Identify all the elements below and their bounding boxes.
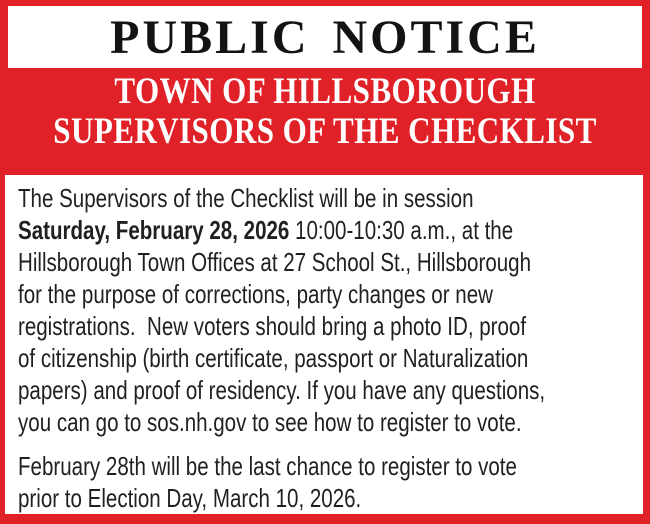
notice-body-panel — [5, 175, 643, 514]
body-paragraph-1 — [18, 182, 642, 438]
body-line: Hillsborough Town Offices at 27 School St., Hillsborough — [18, 247, 532, 277]
body-line: for the purpose of corrections, party changes or new — [18, 279, 493, 309]
notice-body-text — [18, 182, 642, 514]
body-line: registrations. New voters should bring a photo ID, proof — [18, 311, 527, 341]
notice-title — [52, 72, 598, 152]
body-line — [18, 214, 642, 246]
body-line: papers) and proof of residency. If you have any questions, — [18, 375, 546, 405]
body-line: The Supervisors of the Checklist will be in session — [18, 183, 474, 213]
notice-title-line2: SUPERVISORS OF THE CHECKLIST — [53, 111, 597, 152]
body-paragraph-2 — [18, 450, 642, 514]
body-line: prior to Election Day, March 10, 2026. — [18, 483, 362, 513]
public-notice-banner — [8, 6, 642, 68]
body-line: of citizenship (birth certificate, passport or Naturalization — [18, 343, 529, 373]
body-line: February 28th will be the last chance to register to vote — [18, 451, 517, 481]
session-date-bold: Saturday, February 28, 2026 — [18, 215, 290, 245]
notice-title-line1: TOWN OF HILLSBOROUGH — [114, 71, 536, 112]
session-time-rest: 10:00-10:30 a.m., at the — [289, 215, 514, 245]
public-notice-heading: PUBLIC NOTICE — [110, 11, 540, 64]
body-line: you can go to sos.nh.gov to see how to register to vote. — [18, 407, 522, 437]
